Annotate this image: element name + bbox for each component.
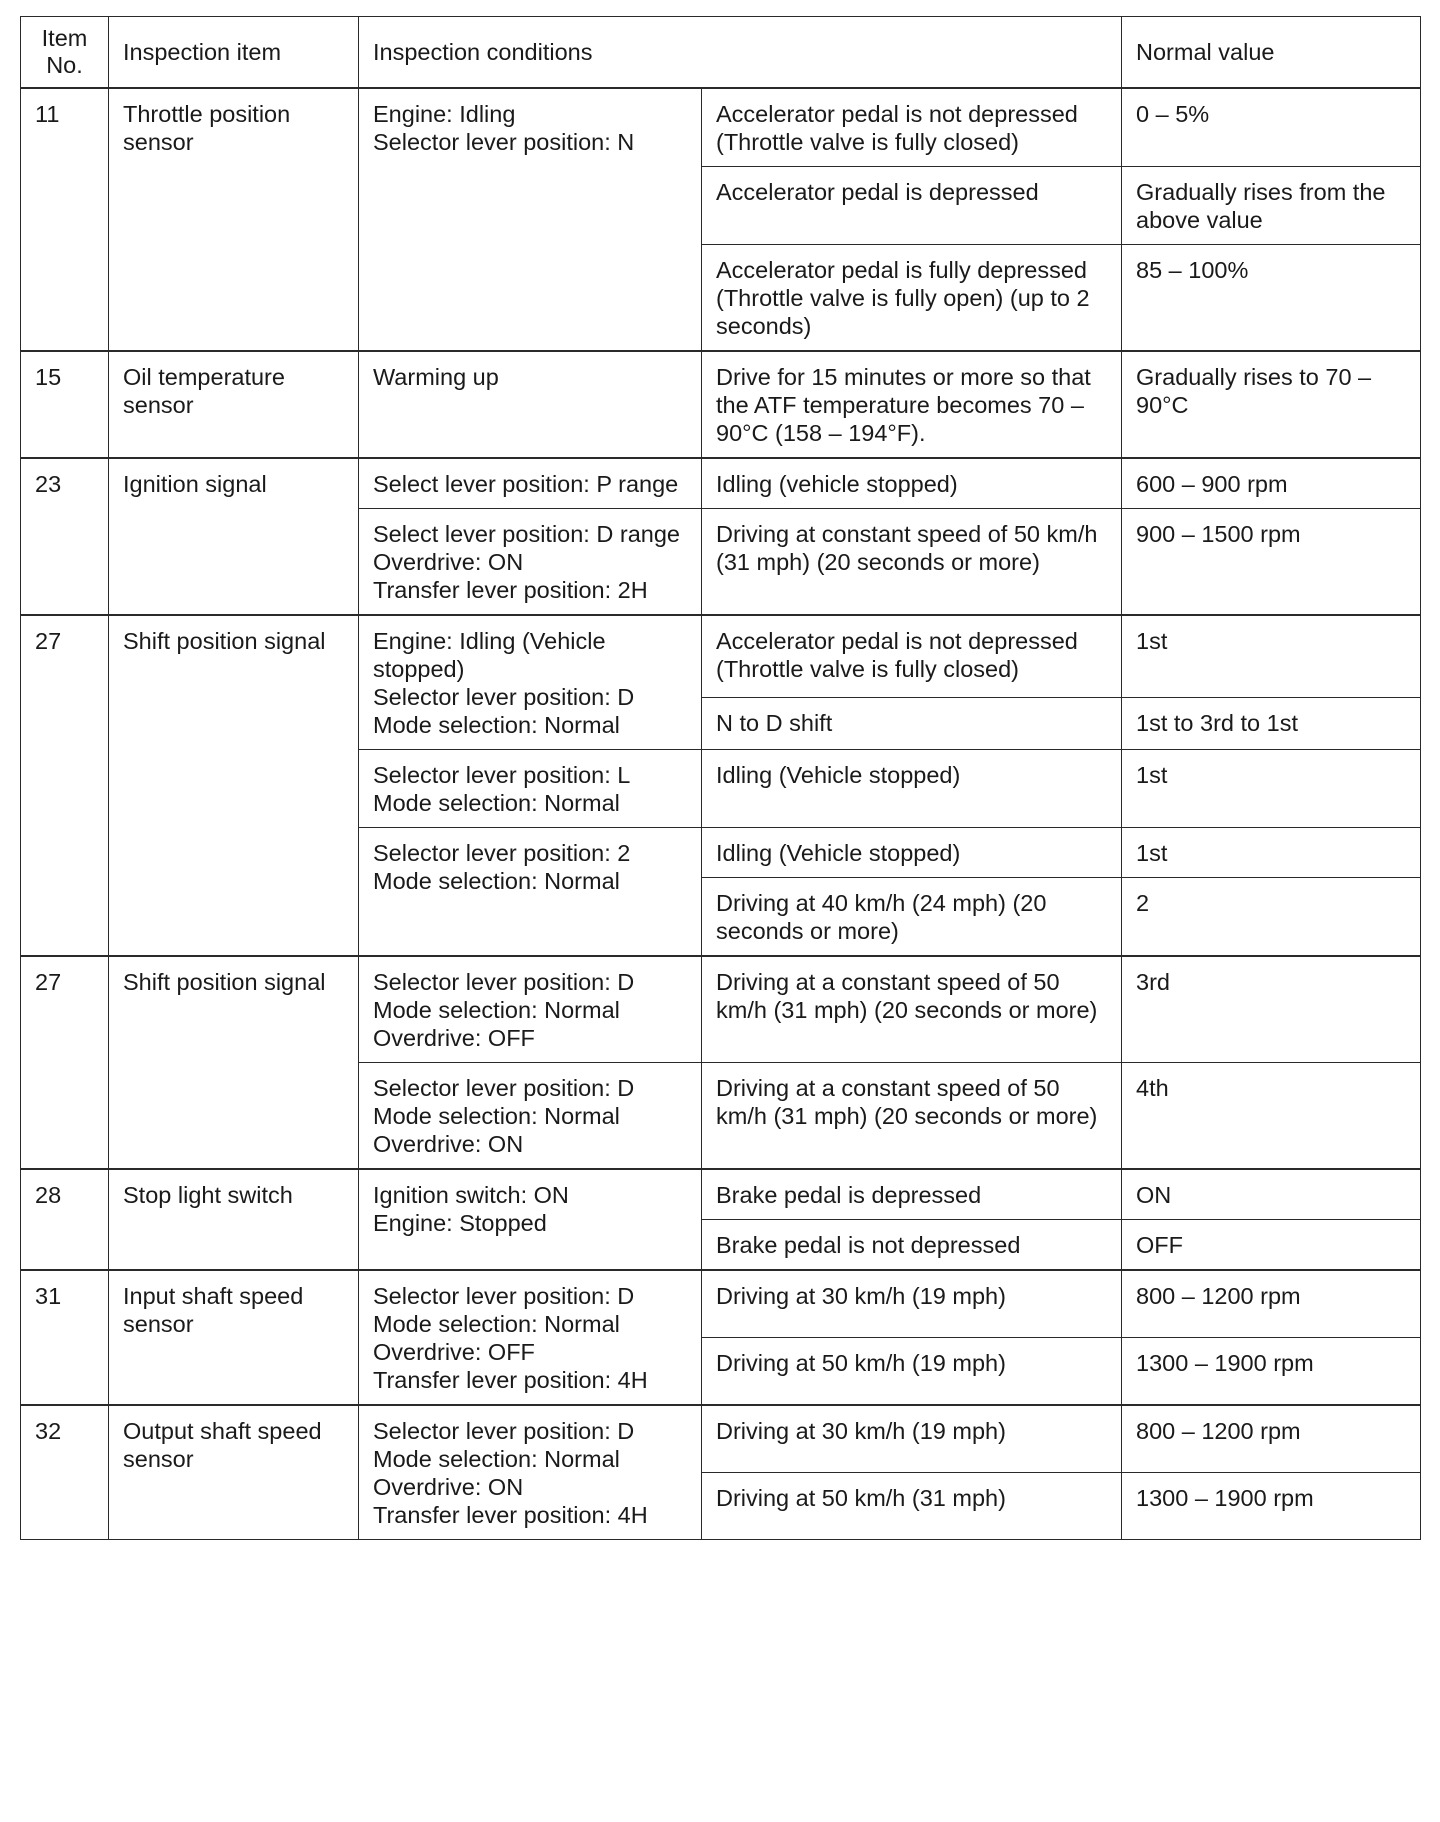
condition-cell: [359, 615, 702, 750]
normal-value-cell: 4th: [1122, 1063, 1421, 1170]
normal-value-cell: 900 – 1500 rpm: [1122, 509, 1421, 616]
header-inspection-conditions: Inspection conditions: [359, 17, 1122, 89]
normal-value-cell: Gradually rises to 70 – 90°C: [1122, 351, 1421, 458]
condition-line: Mode selection: Normal: [373, 790, 620, 816]
table-row: [21, 1270, 1421, 1338]
normal-value-cell: OFF: [1122, 1220, 1421, 1271]
table-row: [21, 88, 1421, 167]
sub-condition-cell: Driving at constant speed of 50 km/h (31 mph) (20 seconds or more): [702, 509, 1122, 616]
condition-line: Select lever position: D range: [373, 521, 680, 547]
inspection-item-cell: Ignition signal: [109, 458, 359, 615]
normal-value-cell: 2: [1122, 878, 1421, 957]
sub-condition-cell: N to D shift: [702, 697, 1122, 749]
condition-line: Engine: Idling (Vehicle stopped): [373, 628, 613, 682]
sub-condition-cell: Idling (Vehicle stopped): [702, 750, 1122, 828]
condition-line: Overdrive: ON: [373, 1474, 524, 1500]
item-no-cell: 27: [21, 615, 109, 956]
condition-line: Engine: Idling: [373, 101, 516, 127]
inspection-item-cell: Oil temperature sensor: [109, 351, 359, 458]
inspection-item-cell: Shift position signal: [109, 615, 359, 956]
item-no-cell: 31: [21, 1270, 109, 1405]
sub-condition-cell: Driving at 50 km/h (31 mph): [702, 1473, 1122, 1540]
condition-line: Overdrive: ON: [373, 1131, 524, 1157]
sub-condition-cell: Driving at a constant speed of 50 km/h (31 mph) (20 seconds or more): [702, 1063, 1122, 1170]
condition-line: Selector lever position: 2: [373, 840, 631, 866]
sub-condition-cell: Idling (Vehicle stopped): [702, 828, 1122, 878]
condition-line: Selector lever position: L: [373, 762, 631, 788]
condition-cell: [359, 956, 702, 1063]
condition-line: Select lever position: P range: [373, 471, 679, 497]
inspection-item-cell: Input shaft speed sensor: [109, 1270, 359, 1405]
condition-cell: [359, 1169, 702, 1270]
condition-line: Selector lever position: D: [373, 1075, 635, 1101]
table-row: [21, 351, 1421, 458]
condition-line: Selector lever position: D: [373, 684, 635, 710]
condition-cell: [359, 828, 702, 957]
condition-cell: [359, 88, 702, 351]
table-row: [21, 458, 1421, 509]
condition-line: Warming up: [373, 364, 499, 390]
item-no-cell: 15: [21, 351, 109, 458]
sub-condition-cell: Driving at a constant speed of 50 km/h (31 mph) (20 seconds or more): [702, 956, 1122, 1063]
normal-value-cell: 1st: [1122, 828, 1421, 878]
condition-line: Mode selection: Normal: [373, 1311, 620, 1337]
normal-value-cell: 85 – 100%: [1122, 245, 1421, 352]
condition-line: Overdrive: OFF: [373, 1339, 535, 1365]
condition-cell: [359, 351, 702, 458]
condition-line: Selector lever position: D: [373, 1418, 635, 1444]
condition-cell: [359, 750, 702, 828]
inspection-item-cell: Stop light switch: [109, 1169, 359, 1270]
normal-value-cell: 1300 – 1900 rpm: [1122, 1473, 1421, 1540]
item-no-cell: 32: [21, 1405, 109, 1540]
sub-condition-cell: Driving at 40 km/h (24 mph) (20 seconds or more): [702, 878, 1122, 957]
condition-line: Overdrive: OFF: [373, 1025, 535, 1051]
condition-line: Selector lever position: D: [373, 1283, 635, 1309]
normal-value-cell: ON: [1122, 1169, 1421, 1220]
sub-condition-cell: Brake pedal is depressed: [702, 1169, 1122, 1220]
item-no-cell: 27: [21, 956, 109, 1169]
condition-cell: [359, 509, 702, 616]
inspection-table-sheet: [20, 16, 1420, 1540]
inspection-table: [20, 16, 1421, 1540]
condition-line: Transfer lever position: 4H: [373, 1502, 648, 1528]
condition-line: Selector lever position: D: [373, 969, 635, 995]
normal-value-cell: 1st: [1122, 615, 1421, 697]
sub-condition-cell: Brake pedal is not depressed: [702, 1220, 1122, 1271]
condition-line: Ignition switch: ON: [373, 1182, 569, 1208]
condition-cell: [359, 1063, 702, 1170]
sub-condition-cell: Driving at 30 km/h (19 mph): [702, 1270, 1122, 1338]
item-no-cell: 11: [21, 88, 109, 351]
sub-condition-cell: Accelerator pedal is depressed: [702, 167, 1122, 245]
inspection-item-cell: Shift position signal: [109, 956, 359, 1169]
normal-value-cell: 0 – 5%: [1122, 88, 1421, 167]
sub-condition-cell: Idling (vehicle stopped): [702, 458, 1122, 509]
condition-line: Engine: Stopped: [373, 1210, 547, 1236]
item-no-cell: 23: [21, 458, 109, 615]
sub-condition-cell: Accelerator pedal is not depressed (Throttle valve is fully closed): [702, 88, 1122, 167]
inspection-item-cell: Throttle position sensor: [109, 88, 359, 351]
item-no-cell: 28: [21, 1169, 109, 1270]
condition-cell: [359, 1270, 702, 1405]
sub-condition-cell: Drive for 15 minutes or more so that the ATF temperature becomes 70 – 90°C (158 – 194°F).: [702, 351, 1122, 458]
condition-line: Mode selection: Normal: [373, 712, 620, 738]
table-row: [21, 956, 1421, 1063]
header-normal-value: Normal value: [1122, 17, 1421, 89]
normal-value-cell: 3rd: [1122, 956, 1421, 1063]
sub-condition-cell: Driving at 50 km/h (19 mph): [702, 1338, 1122, 1406]
table-row: [21, 1405, 1421, 1473]
sub-condition-cell: Accelerator pedal is fully depressed (Throttle valve is fully open) (up to 2 seconds): [702, 245, 1122, 352]
normal-value-cell: 1300 – 1900 rpm: [1122, 1338, 1421, 1406]
header-item-no-line: Item: [41, 25, 88, 51]
condition-line: Transfer lever position: 4H: [373, 1367, 648, 1393]
sub-condition-cell: Accelerator pedal is not depressed (Throttle valve is fully closed): [702, 615, 1122, 697]
condition-line: Overdrive: ON: [373, 549, 524, 575]
table-row: [21, 1169, 1421, 1220]
normal-value-cell: 1st to 3rd to 1st: [1122, 697, 1421, 749]
condition-cell: [359, 1405, 702, 1540]
normal-value-cell: 800 – 1200 rpm: [1122, 1405, 1421, 1473]
normal-value-cell: 800 – 1200 rpm: [1122, 1270, 1421, 1338]
header-item-no-line: No.: [46, 52, 83, 78]
header-row: [21, 17, 1421, 89]
condition-line: Transfer lever position: 2H: [373, 577, 648, 603]
inspection-item-cell: Output shaft speed sensor: [109, 1405, 359, 1540]
table-row: [21, 615, 1421, 697]
header-inspection-item: Inspection item: [109, 17, 359, 89]
condition-line: Mode selection: Normal: [373, 1446, 620, 1472]
condition-line: Selector lever position: N: [373, 129, 635, 155]
condition-line: Mode selection: Normal: [373, 868, 620, 894]
condition-line: Mode selection: Normal: [373, 1103, 620, 1129]
normal-value-cell: 600 – 900 rpm: [1122, 458, 1421, 509]
normal-value-cell: 1st: [1122, 750, 1421, 828]
condition-cell: [359, 458, 702, 509]
sub-condition-cell: Driving at 30 km/h (19 mph): [702, 1405, 1122, 1473]
condition-line: Mode selection: Normal: [373, 997, 620, 1023]
header-item-no: [21, 17, 109, 89]
table-body: [21, 88, 1421, 1540]
normal-value-cell: Gradually rises from the above value: [1122, 167, 1421, 245]
